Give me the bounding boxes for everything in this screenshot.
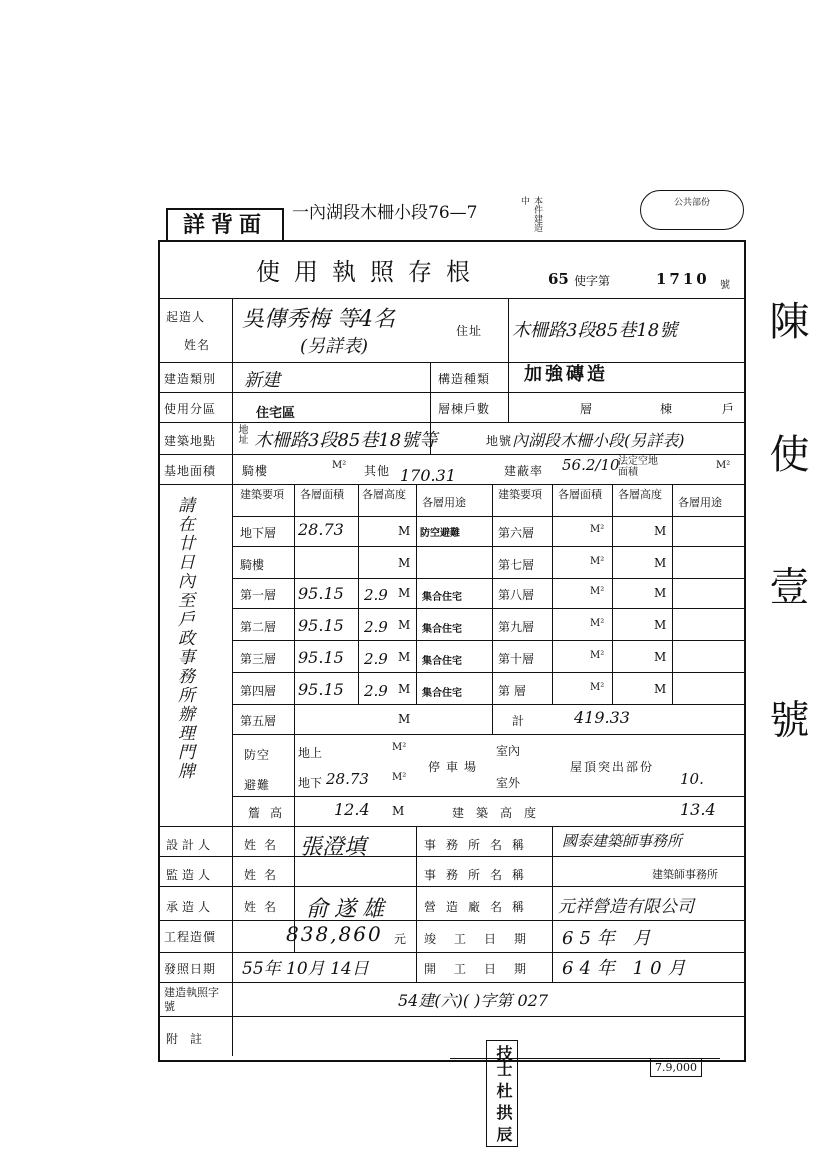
floor-area: 95.15 xyxy=(298,584,344,603)
unit-m2: M² xyxy=(590,586,605,597)
unit-m-right: M xyxy=(654,618,667,632)
site-sub: 地址 xyxy=(236,424,247,444)
badge-text: 詳背面 xyxy=(182,212,267,238)
unit-m-right: M xyxy=(654,650,667,664)
rule xyxy=(232,298,233,1056)
seal-technician: 技士 杜 拱 辰 xyxy=(486,1040,518,1147)
arcade-label: 騎樓 xyxy=(242,464,269,478)
zone-value: 住宅區 xyxy=(256,406,296,421)
floor-area: 95.15 xyxy=(298,616,344,635)
address-label: 住址 xyxy=(456,324,483,338)
rule xyxy=(158,362,744,363)
floor-label-right: 第十層 xyxy=(498,652,535,666)
rule xyxy=(508,298,509,422)
outdoor-label: 室外 xyxy=(496,776,521,790)
basement-value: 28.73 xyxy=(326,770,369,788)
shelter-label: 防空避難 xyxy=(244,748,271,792)
unit-m-right: M xyxy=(654,682,667,696)
designer-name: 張澄填 xyxy=(300,835,367,860)
floor-area: 95.15 xyxy=(298,648,344,667)
builder-value: 吳傳秀梅 等4名 xyxy=(242,307,395,332)
basement-label: 地下 xyxy=(298,776,323,790)
rule xyxy=(294,484,295,826)
rule xyxy=(158,856,744,857)
floors-unit-3: 戶 xyxy=(722,402,735,416)
top-note-2: 公共部份 xyxy=(640,190,744,230)
total-label: 計 xyxy=(512,714,525,728)
designer-label: 設計人 xyxy=(166,838,215,852)
right-vertical-note: 陳 使 壹 號 xyxy=(763,300,809,779)
designer-office-label: 事務所名稱 xyxy=(424,838,535,852)
unit-m: M xyxy=(398,586,411,600)
bldg-height-value: 13.4 xyxy=(680,800,716,819)
left-vertical-note: 請在廿日內至戶政事務所辦理門牌 xyxy=(174,496,194,781)
contractor-label: 承造人 xyxy=(166,900,215,914)
supervisor-name-label: 姓名 xyxy=(244,868,285,882)
other-value: 170.31 xyxy=(400,466,456,485)
cost-value: 838,860 xyxy=(286,922,383,946)
contractor-firm: 元祥營造有限公司 xyxy=(558,897,694,917)
floor-use: 集合住宅 xyxy=(422,592,462,603)
floor-label: 騎樓 xyxy=(240,558,265,572)
rule xyxy=(358,484,359,704)
designer-office: 國泰建築師事務所 xyxy=(562,832,683,850)
rule xyxy=(492,484,493,734)
cost-unit: 元 xyxy=(394,932,407,946)
coverage-label: 建蔽率 xyxy=(504,464,544,478)
rule xyxy=(232,578,744,579)
permit-word: 使字第 xyxy=(574,274,611,288)
rule xyxy=(158,392,744,393)
floor-height: 2.9 xyxy=(364,586,388,604)
complete-label: 竣工日期 xyxy=(424,932,545,946)
total-value: 419.33 xyxy=(574,708,630,727)
rule xyxy=(158,920,744,921)
grid-header-2: 各層面積 xyxy=(300,488,344,501)
rule xyxy=(232,734,744,735)
site-value: 木柵路3段85巷18號等 xyxy=(254,430,438,451)
unit-m2: M² xyxy=(590,524,605,535)
designer-name-label: 姓名 xyxy=(244,838,285,852)
other-label: 其他 xyxy=(364,464,391,478)
structure-label: 構造種類 xyxy=(438,372,491,386)
floor-label-right: 第八層 xyxy=(498,588,535,602)
unit-m-right: M xyxy=(654,586,667,600)
unit-m: M xyxy=(398,524,411,538)
lot-label: 地號 xyxy=(486,434,513,448)
lot-value: 內湖段木柵小段(另詳表) xyxy=(512,431,685,450)
complete-value: 65年 月 xyxy=(562,928,657,949)
unit-m2: M² xyxy=(590,682,605,693)
floor-label: 第四層 xyxy=(240,684,277,698)
grid-header-6: 各層面積 xyxy=(558,488,602,501)
rule xyxy=(158,982,744,983)
supervisor-office: 建築師事務所 xyxy=(652,868,718,881)
unit-m2: M² xyxy=(590,618,605,629)
coverage-value: 56.2/10 xyxy=(562,456,620,474)
floor-label-right: 第九層 xyxy=(498,620,535,634)
structure-value: 加強磚造 xyxy=(524,364,608,385)
rule xyxy=(232,796,744,797)
grid-header-4: 各層用途 xyxy=(422,496,466,509)
rule xyxy=(232,546,744,547)
address-value: 木柵路3段85巷18號 xyxy=(512,320,678,341)
unit-m: M xyxy=(398,712,411,726)
floors-unit-2: 棟 xyxy=(660,402,673,416)
rule xyxy=(232,640,744,641)
area-label: 基地面積 xyxy=(164,464,217,478)
ground-m2: M² xyxy=(392,742,407,753)
floor-label: 第三層 xyxy=(240,652,277,666)
builder-sub: (另詳表) xyxy=(300,336,369,357)
arcade-m2: M² xyxy=(332,460,347,471)
rule xyxy=(552,484,553,704)
unit-m: M xyxy=(398,650,411,664)
ground-label: 地上 xyxy=(298,746,323,760)
lot-header: 一內湖段木柵小段76—7 xyxy=(292,203,478,223)
start-value: 64年 10月 xyxy=(562,958,692,979)
rule xyxy=(158,952,744,953)
eave-value: 12.4 xyxy=(334,800,370,819)
grid-header-1: 建築要項 xyxy=(240,488,284,501)
unit-m2: M² xyxy=(590,650,605,661)
rule xyxy=(232,704,744,705)
rule xyxy=(672,484,673,704)
rule xyxy=(416,484,417,704)
rule xyxy=(232,672,744,673)
permit-year: 65 xyxy=(548,270,569,288)
start-label: 開工日期 xyxy=(424,962,545,976)
top-note-1: 本件建造中 xyxy=(519,196,542,232)
rule xyxy=(158,826,744,827)
unit-m-right: M xyxy=(654,524,667,538)
zone-label: 使用分區 xyxy=(164,402,217,416)
unit-m2: M² xyxy=(590,556,605,567)
grid-header-7: 各層高度 xyxy=(618,488,662,501)
permit-label: 建造執照字號 xyxy=(164,986,219,1013)
unit-m: M xyxy=(398,618,411,632)
permit-suffix: 號 xyxy=(720,280,730,291)
floor-label: 第五層 xyxy=(240,714,277,728)
floor-height: 2.9 xyxy=(364,650,388,668)
permit-number: 1710 xyxy=(656,270,710,288)
floor-label-right: 第 層 xyxy=(498,684,526,698)
unit-m-right: M xyxy=(654,556,667,570)
eave-m: M xyxy=(392,804,405,818)
floor-height: 2.9 xyxy=(364,682,388,700)
builder-label: 起造人 xyxy=(166,310,206,324)
floor-use: 集合住宅 xyxy=(422,656,462,667)
floors-label: 層棟戶數 xyxy=(438,402,491,416)
indoor-label: 室內 xyxy=(496,744,521,758)
rule xyxy=(232,608,744,609)
rule xyxy=(232,516,744,517)
issue-label: 發照日期 xyxy=(164,962,217,976)
form-title: 使用執照存根 xyxy=(256,258,484,286)
legal-label: 法定空地面積 xyxy=(618,456,658,478)
floor-label: 第一層 xyxy=(240,588,277,602)
roof-label: 屋頂突出部份 xyxy=(570,760,655,774)
rule xyxy=(416,826,417,982)
issue-value: 55年 10月 14日 xyxy=(242,959,369,979)
rule xyxy=(552,826,553,982)
rule xyxy=(158,1016,744,1017)
site-label: 建築地點 xyxy=(164,434,217,448)
builder-name-label: 姓名 xyxy=(184,338,211,352)
note-label: 附註 xyxy=(166,1032,215,1046)
eave-label: 簷高 xyxy=(248,806,293,820)
floor-use: 集合住宅 xyxy=(422,624,462,635)
rule xyxy=(158,886,744,887)
floors-unit-1: 層 xyxy=(580,402,593,416)
contractor-name-label: 姓名 xyxy=(244,900,285,914)
supervisor-office-label: 事務所名稱 xyxy=(424,868,535,882)
unit-m: M xyxy=(398,682,411,696)
floor-area: 28.73 xyxy=(298,520,344,539)
grid-header-8: 各層用途 xyxy=(678,496,722,509)
supervisor-label: 監造人 xyxy=(166,868,215,882)
legal-m2: M² xyxy=(716,460,731,471)
grid-header-3: 各層高度 xyxy=(362,488,406,501)
floor-area: 95.15 xyxy=(298,680,344,699)
floor-label-right: 第六層 xyxy=(498,526,535,540)
fee-stamp: 7.9,000 xyxy=(650,1058,702,1077)
rule xyxy=(158,298,744,299)
roof-value: 10. xyxy=(680,770,704,788)
floor-label: 第二層 xyxy=(240,620,277,634)
type-label: 建造類別 xyxy=(164,372,217,386)
detail-back-badge xyxy=(166,208,284,242)
floor-label: 地下層 xyxy=(240,526,277,540)
parking-label: 停車場 xyxy=(428,760,483,774)
basement-m2: M² xyxy=(392,772,407,783)
contractor-firm-label: 營造廠名稱 xyxy=(424,900,535,914)
unit-m: M xyxy=(398,556,411,570)
rule xyxy=(612,484,613,704)
floor-use: 集合住宅 xyxy=(422,688,462,699)
floor-height: 2.9 xyxy=(364,618,388,636)
floor-label-right: 第七層 xyxy=(498,558,535,572)
floor-use: 防空避難 xyxy=(420,528,460,539)
grid-header-5: 建築要項 xyxy=(498,488,542,501)
contractor-name: 俞遂雄 xyxy=(306,897,391,922)
permit-value: 54建(六)( )字第 027 xyxy=(398,991,549,1010)
rule xyxy=(158,422,744,423)
bldg-height-label: 建築高度 xyxy=(452,806,549,820)
cost-label: 工程造價 xyxy=(164,930,217,944)
type-value: 新建 xyxy=(244,370,280,391)
rule xyxy=(158,454,744,455)
